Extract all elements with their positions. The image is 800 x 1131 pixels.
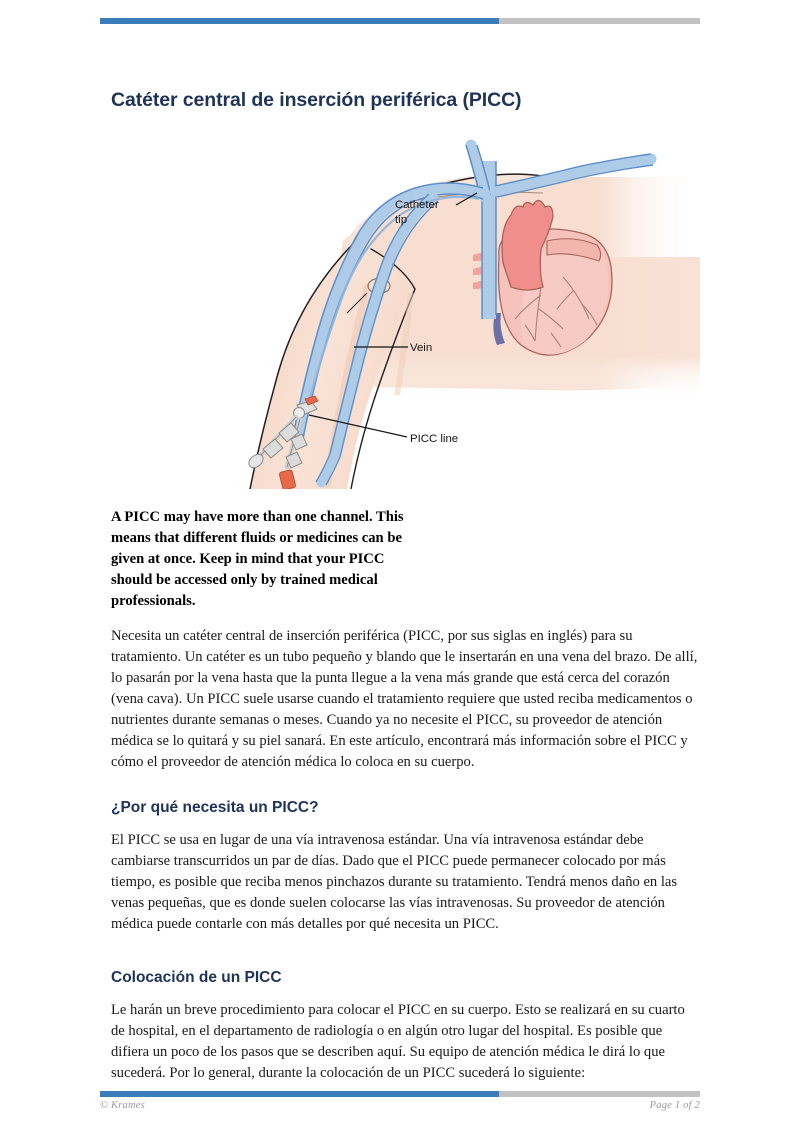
figure-label-catheter-tip-line2: tip	[395, 214, 408, 227]
header-rule	[100, 18, 700, 24]
section-paragraph-picc-placement: Le harán un breve procedimiento para colocar el PICC en su cuerpo. Esto se realizará en su cuarto de hospital, en el departamento de radiología o en algún otro lugar del hospital. Es posible que difiera un poco de los pasos que se describen aquí. Su equipo de atención médica le dirá lo que sucederá. Por lo general, durante la colocación de un PICC sucederá lo siguiente:	[111, 1001, 685, 1081]
header-rule-gray-segment	[499, 18, 700, 24]
picc-line-anatomy-illustration	[111, 137, 700, 489]
figure-label-picc-line: PICC line	[410, 433, 459, 446]
section-heading-picc-placement: Colocación de un PICC	[111, 968, 282, 986]
header-rule-blue-segment	[100, 18, 499, 24]
section-paragraph-why-picc: El PICC se usa en lugar de una vía intravenosa estándar. Una vía intravenosa estándar debe cambiarse transcurridos un par de días. Dado que el PICC puede permanecer colocado por más tiempo, es posible que reciba menos pinchazos durante su tratamiento. Tendrá menos daño en las venas pequeñas, que es donde suelen colocarse las vías intravenosas. Su proveedor de atención médica puede contarle con más detalles por qué necesita un PICC.	[111, 832, 678, 932]
footer-copyright: © Krames	[100, 1100, 145, 1111]
document-content	[111, 88, 700, 1084]
footer-rule-blue-segment	[100, 1091, 499, 1097]
page-footer	[100, 1100, 700, 1111]
footer-rule	[100, 1091, 700, 1097]
footer-rule-gray-segment	[499, 1091, 700, 1097]
intro-paragraph: Necesita un catéter central de inserción periférica (PICC, por sus siglas en inglés) para su tratamiento. Un catéter es un tubo pequeño y blando que le insertarán en una vena del brazo. De allí, lo pasarán por la vena hasta que la punta llegue a la vena más grande que está cerca del corazón (vena cava). Un PICC suele usarse cuando el tratamiento requiere que usted reciba medicamentos o nutrientes durante semanas o meses. Cuando ya no necesite el PICC, su proveedor de atención médica se lo quitará y su piel sanará. En este artículo, encontrará más información sobre el PICC y cómo el proveedor de atención médica lo coloca en su cuerpo.	[111, 628, 698, 770]
section-heading-why-picc: ¿Por qué necesita un PICC?	[111, 798, 319, 816]
figure-label-vein: Vein	[410, 342, 433, 355]
page-title: Catéter central de inserción periférica (PICC)	[111, 89, 522, 111]
figure-caption: A PICC may have more than one channel. This means that different fluids or medicines can be given at once. Keep in mind that your PICC should be accessed only by trained medical professionals.	[111, 509, 404, 610]
footer-page-number: Page 1 of 2	[649, 1100, 700, 1111]
figure-label-catheter-tip-line1: Catheter	[395, 199, 439, 212]
